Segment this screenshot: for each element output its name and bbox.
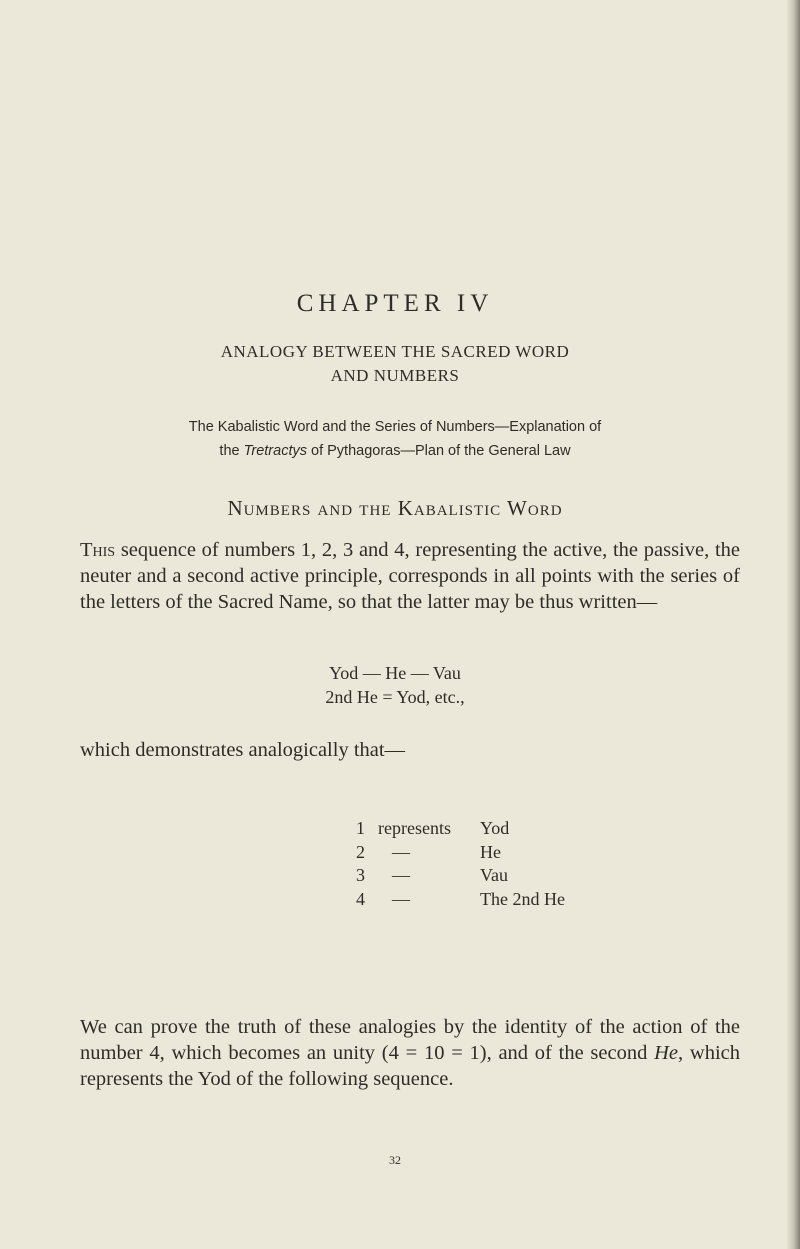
row-number: 4 [356,888,365,909]
paragraph-text: , which represents the Yod of the following sequence. [80,1041,740,1090]
paragraph-3 [80,1015,740,1092]
summary-italic-term: Tretractys [243,443,307,459]
row-letter: Vau [480,865,508,885]
paragraph-text: sequence of numbers 1, 2, 3 and 4, representing the active, the passive, the neuter and a second active principle, corresponds in all points with the series of the letters of the Sacred Name, so that the latter may be thus written— [80,539,740,613]
paragraph-italic-term: He [654,1041,679,1064]
row-relation: — [392,841,410,862]
paragraph-2: which demonstrates analogically that— [80,739,406,761]
chapter-summary-line-2 [0,443,790,459]
paragraph-lead-word: This [80,539,116,561]
row-letter: He [480,841,501,862]
page-number: 32 [389,1153,401,1167]
row-relation: — [392,888,410,909]
formula-line-2: 2nd He = Yod, etc., [325,687,465,707]
summary-text: the [219,443,244,459]
chapter-number: CHAPTER IV [296,290,494,317]
page-edge-shadow [786,0,800,1249]
row-number: 1 [356,818,365,838]
summary-text: of Pythagoras—Plan of the General Law [306,443,571,459]
chapter-title-line-1: ANALOGY BETWEEN THE SACRED WORD [220,342,570,361]
section-heading: Numbers and the Kabalistic Word [227,496,563,520]
row-number: 3 [356,865,365,885]
row-letter: Yod [480,818,510,838]
row-number: 2 [356,841,365,862]
row-relation: represents [378,818,451,838]
chapter-summary-line-1: The Kabalistic Word and the Series of Numbers—Explanation of [188,419,602,435]
row-letter: The 2nd He [480,888,565,909]
paragraph-text: We can prove the truth of these analogies by the identity of the action of the number 4, which becomes an unity (4 = 10 = 1), and of the second [80,1016,740,1064]
formula-line-1: Yod — He — Vau [329,663,461,683]
chapter-title-line-2: AND NUMBERS [330,366,460,385]
paragraph-1 [80,538,740,615]
row-relation: — [392,865,410,885]
